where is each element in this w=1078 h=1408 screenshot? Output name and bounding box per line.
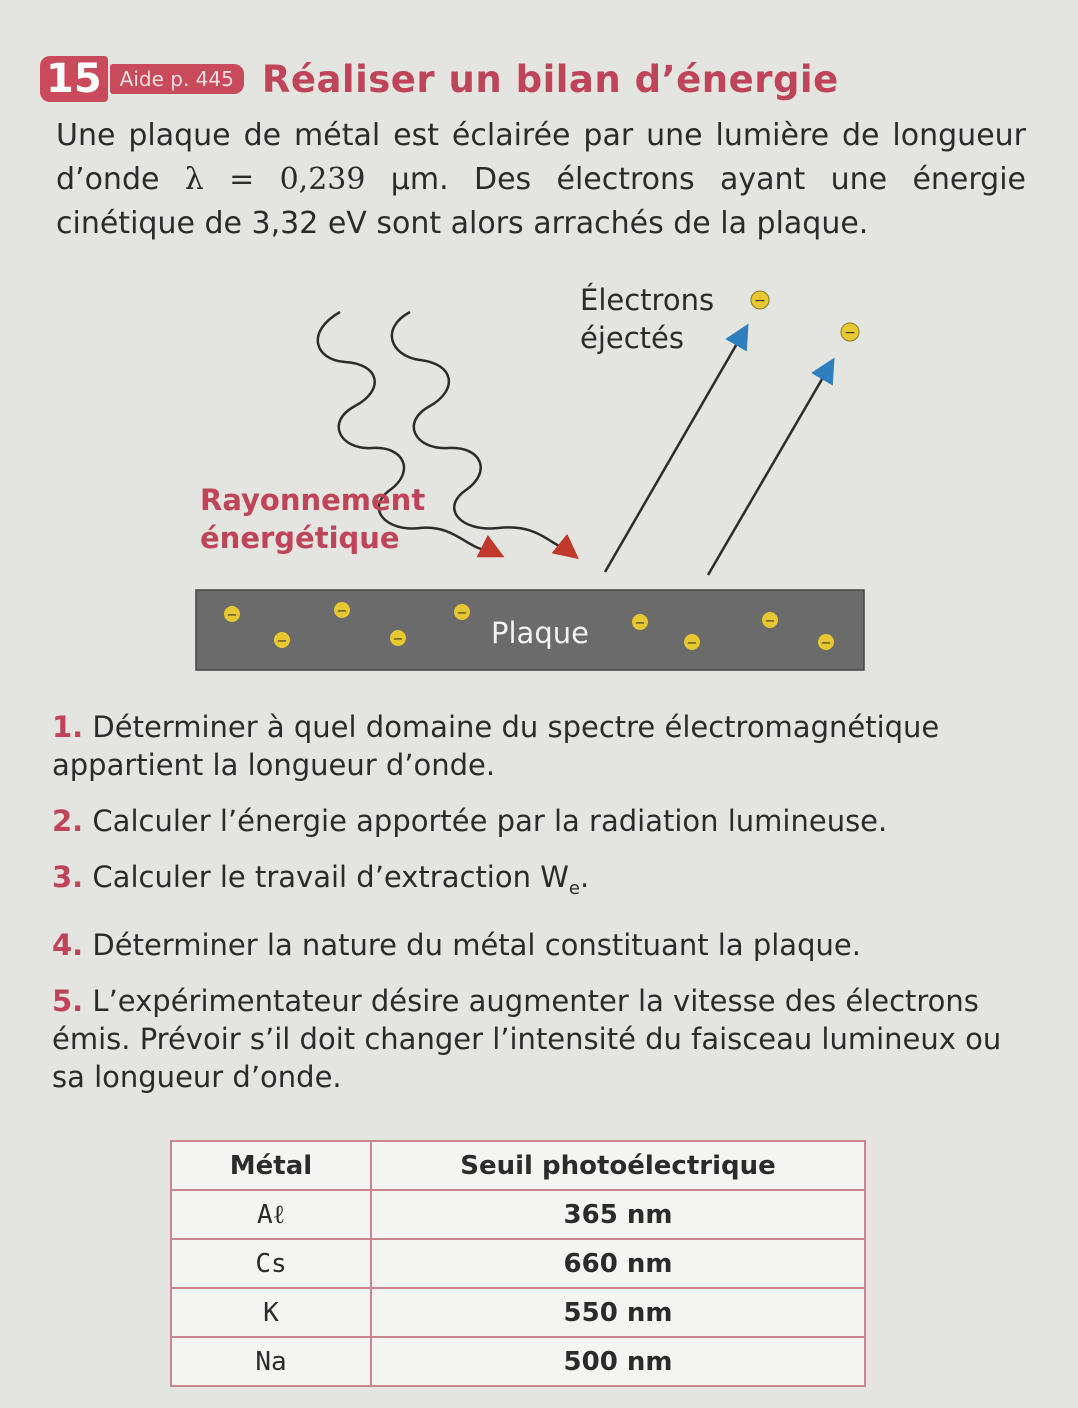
question-list [52,708,1012,1114]
metal-threshold-table [170,1140,866,1387]
table-cell-metal: Na [171,1337,371,1386]
table-cell-metal: Cs [171,1239,371,1288]
label-plaque: Plaque [491,616,589,650]
electron-charge: − [226,608,238,623]
question-number: 1. [52,710,84,744]
table-row [171,1190,865,1239]
question-text: Calculer le travail d’extraction W [83,860,569,894]
table-row [171,1337,865,1386]
intro-part1: Une plaque de métal est éclairée par une lumière de longueur d’onde [56,118,1026,197]
exercise-title: Réaliser un bilan d’énergie [261,57,839,101]
diagram-svg [0,270,1078,690]
electron-trajectory-1 [605,328,746,572]
aide-link[interactable]: Aide p. 445 [110,64,244,94]
question-number: 4. [52,927,84,962]
question-item [52,926,1012,964]
table-cell-metal: Aℓ [171,1190,371,1239]
photoelectric-diagram [0,270,1078,690]
question-item [52,858,1012,908]
label-energetique: énergétique [200,521,400,555]
question-number: 5. [52,983,84,1018]
radiation-wave-2 [392,312,575,556]
question-text: L’expérimentateur désire augmenter la vitesse des électrons émis. Prévoir s’il doit changer l’intensité du faisceau lumineux ou sa longueur d’onde. [52,983,1002,1094]
table-header-metal: Métal [171,1141,371,1190]
question-item [52,802,1012,840]
intro-part2: µm. Des électrons ayant une énergie cinétique de 3,32 eV sont alors arrachés de la plaque. [56,162,1027,241]
electron-charge: − [686,636,698,651]
label-electrons: Électrons [580,283,715,317]
question-text: Déterminer la nature du métal constituant la plaque. [83,927,861,962]
table-header-row [171,1141,865,1190]
exercise-number: 15 [40,56,108,102]
table-cell-seuil: 365 nm [371,1190,865,1239]
electron-charge: − [764,614,776,629]
question-subscript: e [568,877,580,899]
intro-lambda: λ = 0,239 [184,162,366,197]
table-cell-seuil: 550 nm [371,1288,865,1337]
electron-charge: − [276,634,288,649]
table-cell-seuil: 660 nm [371,1239,865,1288]
electron-trajectory-2 [708,362,832,575]
ejected-electron [751,291,769,309]
label-ejectes: éjectés [580,321,685,355]
exercise-header [40,52,839,106]
table-row [171,1288,865,1337]
question-text: Déterminer à quel domaine du spectre électromagnétique appartient la longueur d’onde. [52,710,940,782]
question-number: 2. [52,804,84,838]
electron-charge: − [820,636,832,651]
question-item [52,982,1012,1096]
table-header-seuil: Seuil photoélectrique [371,1141,865,1190]
question-text: Calculer l’énergie apportée par la radiation lumineuse. [83,804,888,838]
table-row [171,1239,865,1288]
question-number: 3. [52,860,84,894]
electron-charge: − [754,293,766,309]
label-rayonnement: Rayonnement [200,483,426,517]
electron-charge: − [456,606,468,621]
radiation-wave-1 [318,312,500,555]
intro-paragraph [56,114,1026,246]
question-item [52,708,1012,784]
table-cell-metal: K [171,1288,371,1337]
ejected-electron [841,323,859,341]
electron-charge: − [392,632,404,647]
electron-charge: − [634,616,646,631]
electron-charge: − [336,604,348,619]
question-text-end: . [579,860,590,894]
table-cell-seuil: 500 nm [371,1337,865,1386]
electron-charge: − [844,325,856,341]
